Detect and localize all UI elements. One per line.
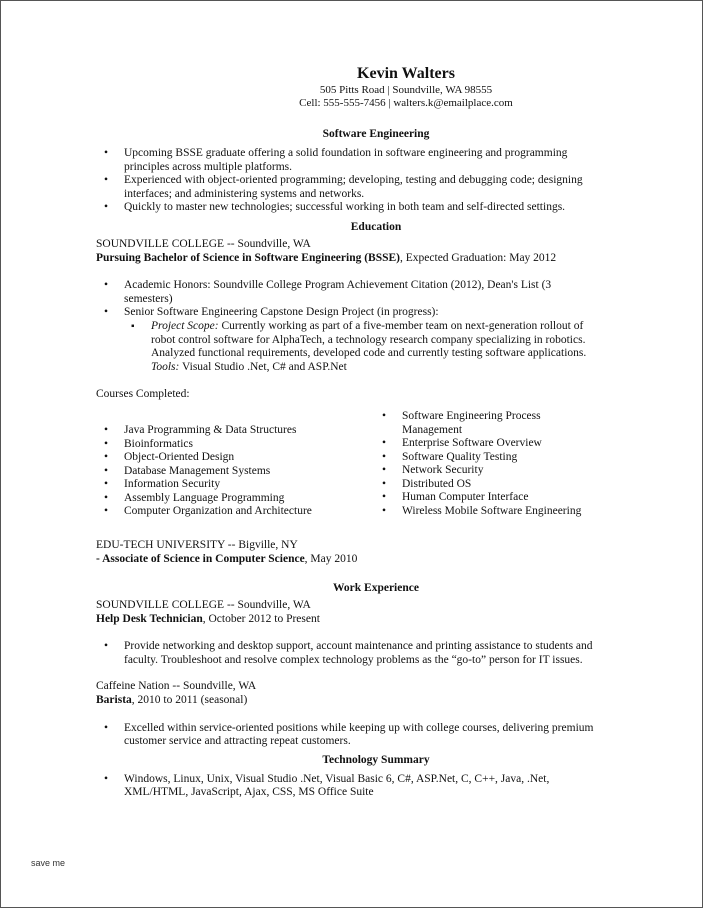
degree-1: [96, 252, 596, 266]
capstone-bullet: [96, 306, 596, 320]
tech-list: [96, 773, 596, 800]
education-list: [96, 279, 596, 320]
courses-right-list: [374, 410, 596, 519]
education-title: Education: [350, 220, 402, 233]
school-2: EDU-TECH UNIVERSITY -- Bigville, NY: [96, 538, 298, 551]
job-2-position: [96, 694, 596, 708]
tech-title: Technology Summary: [322, 753, 430, 766]
resume-content: [96, 65, 596, 800]
job-2-bullet: • Excelled within service-oriented positions while keeping up with college courses, delivering premium customer service and attracting repeat customers.: [96, 722, 596, 749]
summary-title: Software Engineering: [322, 128, 430, 140]
job-1-position: [96, 613, 596, 627]
course-item: • Software Quality Testing: [374, 451, 596, 465]
capstone-sublist: [96, 320, 596, 374]
job-2-employer: Caffeine Nation -- Soundville, WA: [96, 680, 257, 693]
tools-label: Tools:: [151, 360, 180, 373]
degree-1-name: Pursuing Bachelor of Science in Software Engineering (BSSE): [96, 251, 401, 264]
degree-2: [96, 553, 596, 567]
course-item: • Network Security: [374, 464, 596, 478]
capstone-label: Senior Software Engineering Capstone Design Project (in progress):: [124, 306, 439, 319]
course-item: • Information Security: [96, 478, 366, 492]
job-2-title: Barista: [96, 694, 132, 707]
course-item: • Database Management Systems: [96, 465, 366, 479]
course-item: • Computer Organization and Architecture: [96, 505, 366, 519]
course-item: • Enterprise Software Overview: [374, 437, 596, 451]
tools-text: Visual Studio .Net, C# and ASP.Net: [179, 360, 347, 373]
course-item: • Human Computer Interface: [374, 491, 596, 505]
summary-bullet: • Experienced with object-oriented programming; developing, testing and debugging code; designing interfaces; and administering systems and networks.: [96, 174, 596, 201]
job-1-title: Help Desk Technician: [96, 612, 203, 625]
courses-right-column: [374, 410, 596, 519]
course-item: • Assembly Language Programming: [96, 492, 366, 506]
honors-bullet: • Academic Honors: Soundville College Program Achievement Citation (2012), Dean's List (3 semesters): [96, 279, 596, 306]
course-item: • Wireless Mobile Software Engineering: [374, 505, 596, 519]
degree-2-name: - Associate of Science in Computer Science: [96, 552, 305, 565]
tech-bullet: • Windows, Linux, Unix, Visual Studio .Net, Visual Basic 6, C#, ASP.Net, C, C++, Java, .Net, XML/HTML, JavaScript, Ajax, CSS, MS Office Suite: [96, 773, 596, 800]
degree-1-date: , Expected Graduation: May 2012: [400, 251, 557, 264]
job-1-dates: , October 2012 to Present: [202, 612, 320, 625]
courses-left-list: [96, 424, 366, 519]
job-1-employer: SOUNDVILLE COLLEGE -- Soundville, WA: [96, 599, 311, 612]
school-1: SOUNDVILLE COLLEGE -- Soundville, WA: [96, 237, 311, 250]
summary-bullet: • Quickly to master new technologies; successful working in both team and self-directed settings.: [96, 201, 596, 215]
project-scope-text: Currently working as part of a five-member team on next-generation rollout of robot control software for AlphaTech, a technology research company specializing in robotics. Analyzed functional requirements, developed code and currently testing software applications.: [151, 319, 587, 360]
course-item: • Software Engineering Process Management: [374, 410, 596, 437]
watermark-text: save me: [31, 858, 66, 868]
address-line: 505 Pitts Road | Soundville, WA 98555: [319, 84, 493, 96]
job-1-list: [96, 640, 596, 667]
summary-list: [96, 147, 596, 215]
summary-bullet: • Upcoming BSSE graduate offering a solid foundation in software engineering and programming principles across multiple platforms.: [96, 147, 596, 174]
courses-label: Courses Completed:: [96, 388, 190, 401]
work-title: Work Experience: [333, 582, 419, 595]
job-2-dates: , 2010 to 2011 (seasonal): [131, 694, 248, 707]
project-scope-label: Project Scope:: [151, 319, 219, 332]
contact-line: Cell: 555-555-7456 | walters.k@emailplace.com: [299, 97, 513, 109]
course-item: • Object-Oriented Design: [96, 451, 366, 465]
job-2-list: [96, 722, 596, 749]
course-item: • Bioinformatics: [96, 438, 366, 452]
project-scope-bullet: [96, 320, 596, 374]
course-item: • Java Programming & Data Structures: [96, 424, 366, 438]
courses-left-column: [96, 424, 366, 519]
courses-block: [96, 410, 596, 520]
job-1-bullet: • Provide networking and desktop support, account maintenance and printing assistance to students and faculty. Troubleshoot and resolve complex technology problems as the “go-to” person for IT issues.: [96, 640, 596, 667]
candidate-name: Kevin Walters: [357, 65, 455, 82]
course-item: • Distributed OS: [374, 478, 596, 492]
degree-2-date: , May 2010: [304, 552, 358, 565]
